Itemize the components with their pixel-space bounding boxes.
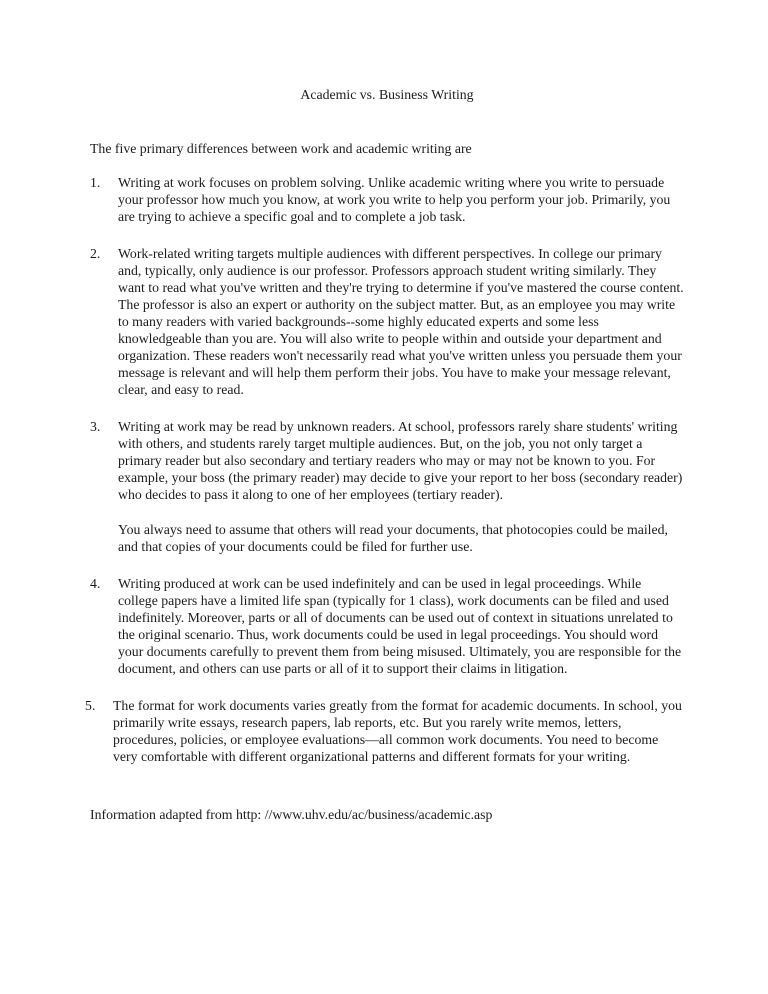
list-item-1 — [90, 174, 684, 225]
list-item-text: Writing at work focuses on problem solving. Unlike academic writing where you write to persuade your professor how much you know, at work you write to help you perform your job. Primarily, you are trying to achieve a specific goal and to complete a job task. — [118, 175, 671, 224]
list-item-number: 2. — [90, 246, 101, 261]
list-item-body — [118, 575, 684, 677]
list-item-body — [118, 245, 684, 398]
list-item-number: 4. — [90, 576, 101, 591]
list-item-body — [118, 174, 684, 225]
page-title: Academic vs. Business Writing — [300, 87, 474, 102]
list-item-body — [113, 697, 684, 765]
list-item-number: 3. — [90, 419, 101, 434]
list-item-text: Writing at work may be read by unknown readers. At school, professors rarely share students' writing with others, and students rarely target multiple audiences. But, on the job, you not only target a primary reader but also secondary and tertiary readers who may or may not be known to you. For example, your boss (the primary reader) may decide to give your report to her boss (secondary reader) who decides to pass it along to one of her employees (tertiary reader). — [118, 419, 683, 502]
source-attribution: Information adapted from http: //www.uhv.edu/ac/business/academic.asp — [90, 807, 493, 822]
list-item-4 — [90, 575, 684, 677]
list-item-number: 5. — [85, 698, 96, 713]
list-item-3 — [90, 418, 684, 555]
list-item-note: You always need to assume that others will read your documents, that photocopies could be mailed, and that copies of your documents could be filed for further use. — [118, 522, 668, 554]
list-item-text: Writing produced at work can be used indefinitely and can be used in legal proceedings. While college papers have a limited life span (typically for 1 class), work documents can be filed and used indefinitely. Moreover, parts or all of documents can be used out of context in situations unrelated to the original scenario. Thus, work documents could be used in legal proceedings. You should word your documents carefully to prevent them from being misused. Ultimately, you are responsible for the document, and others can use parts or all of it to support their claims in litigation. — [118, 576, 682, 676]
numbered-list — [85, 174, 684, 765]
list-item-2 — [90, 245, 684, 398]
list-item-body — [118, 418, 684, 555]
list-item-number: 1. — [90, 175, 101, 190]
list-item-text: The format for work documents varies greatly from the format for academic documents. In school, you primarily write essays, research papers, lab reports, etc. But you rarely write memos, letters, procedures, policies, or employee evaluations—all common work documents. You need to become very comfortable with different organizational patterns and different formats for your writing. — [113, 698, 682, 764]
list-item-5 — [85, 697, 684, 765]
intro-text: The five primary differences between work and academic writing are — [90, 141, 472, 156]
list-item-text: Work-related writing targets multiple audiences with different perspectives. In college our primary and, typically, only audience is our professor. Professors approach student writing similarly. They want to read what you've written and they're trying to determine if you've mastered the course content. The professor is also an expert or authority on the subject matter. But, as an employee you may write to many readers with varied backgrounds--some highly educated experts and some less knowledgeable than you are. You will also write to people within and outside your department and organization. These readers won't necessarily read what you've written unless you persuade them your message is relevant and will help them perform their jobs. You have to make your message relevant, clear, and easy to read. — [118, 246, 684, 397]
